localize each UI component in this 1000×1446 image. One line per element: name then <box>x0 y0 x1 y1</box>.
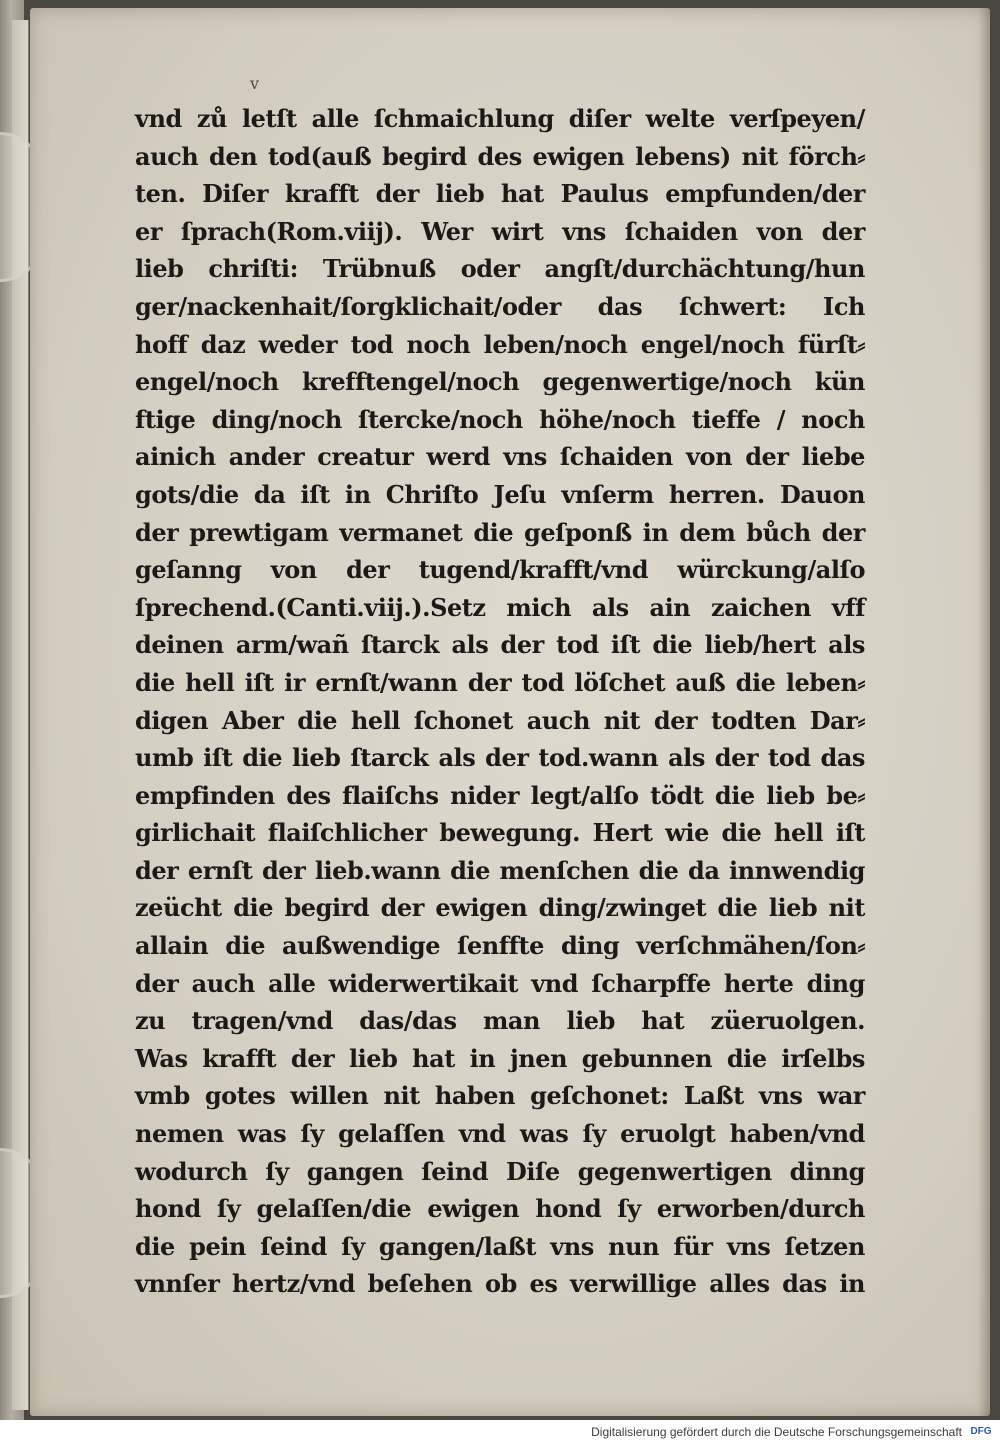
text-line: allain die außwendige ſenffte ding verſchmähen/ſon⸗ <box>135 931 865 961</box>
text-line: gots/die da iſt in Chriſto Jeſu vnſerm herren. Dauon <box>135 479 865 509</box>
text-line: ftige ding/noch ſtercke/noch höhe/noch tieffe / noch <box>135 404 865 434</box>
text-line: Was krafft der lieb hat in jnen gebunnen die irſelbs <box>135 1043 865 1073</box>
text-line: der prewtigam vermanet die geſponß in dem bůch der <box>135 517 865 547</box>
text-line: die hell iſt ir ernſt/wann der tod löſchet auß die leben⸗ <box>135 667 865 697</box>
text-line: geſanng von der tugend/krafft/vnd würckung/alſo <box>135 555 865 585</box>
text-line: deinen arm/wañ ſtarck als der tod iſt die lieb/hert als <box>135 630 865 660</box>
text-line: zu tragen/vnd das/das man lieb hat züeruolgen. <box>135 1006 865 1036</box>
text-line: ten. Diſer krafft der lieb hat Paulus empfunden/der <box>135 179 865 209</box>
text-line: lieb chriſti: Trübnuß oder angſt/durchächtung/hun <box>135 254 865 284</box>
text-line: ger/nackenhait/ſorgklichait/oder das ſchwert: Ich <box>135 291 865 321</box>
text-line: digen Aber die hell ſchonet auch nit der todten Dar⸗ <box>135 705 865 735</box>
footer-bar <box>0 1420 1000 1446</box>
dfg-logo: DFG <box>966 1425 996 1439</box>
text-line: nemen was ſy gelaſſen vnd was ſy eruolgt haben/vnd <box>135 1119 865 1149</box>
text-line: ainich ander creatur werd vns ſchaiden von der liebe <box>135 442 865 472</box>
body-text <box>135 100 865 1303</box>
text-line: der ernſt der lieb.wann die menſchen die da innwendig <box>135 855 865 885</box>
text-line: der auch alle widerwertikait vnd ſcharpffe herte ding <box>135 968 865 998</box>
text-line: die pein ſeind ſy gangen/laßt vns nun für vns ſetzen <box>135 1231 865 1261</box>
text-line: empfinden des flaiſchs nider legt/alſo tödt die lieb be⸗ <box>135 780 865 810</box>
text-line: vnd zů letſt alle ſchmaichlung diſer welte verſpeyen/ <box>135 104 865 133</box>
text-line: hoff daz weder tod noch leben/noch engel/noch fürſt⸗ <box>135 329 865 359</box>
signature-mark: v <box>250 74 260 93</box>
page-edge-shadow <box>978 8 990 1416</box>
text-line: wodurch ſy gangen ſeind Diſe gegenwertigen dinng <box>135 1156 865 1186</box>
text-line: umb iſt die lieb ſtarck als der tod.wann als der tod das <box>135 743 865 773</box>
text-line: hond ſy gelaſſen/die ewigen hond ſy erworben/durch <box>135 1194 865 1224</box>
text-line: ſprechend.(Canti.viij.).Setz mich als ain zaichen vff <box>135 592 865 622</box>
text-line: zeücht die begird der ewigen ding/zwinget die lieb nit <box>135 893 865 923</box>
text-line: auch den tod(auß begird des ewigen lebens) nit förch⸗ <box>135 141 865 171</box>
text-line: engel/noch krefftengel/noch gegenwertige/noch kün <box>135 367 865 397</box>
text-line: vnnſer hertz/vnd beſehen ob es verwillige alles das in <box>135 1269 865 1299</box>
text-line: girlichait flaiſchlicher bewegung. Hert wie die hell iſt <box>135 818 865 848</box>
text-line: vmb gotes willen nit haben geſchonet: Laßt vns war <box>135 1081 865 1111</box>
funding-credit: Digitalisierung gefördert durch die Deutsche Forschungsgemeinschaft <box>591 1425 962 1439</box>
text-line: er ſprach(Rom.viij). Wer wirt vns ſchaiden von der <box>135 216 865 246</box>
